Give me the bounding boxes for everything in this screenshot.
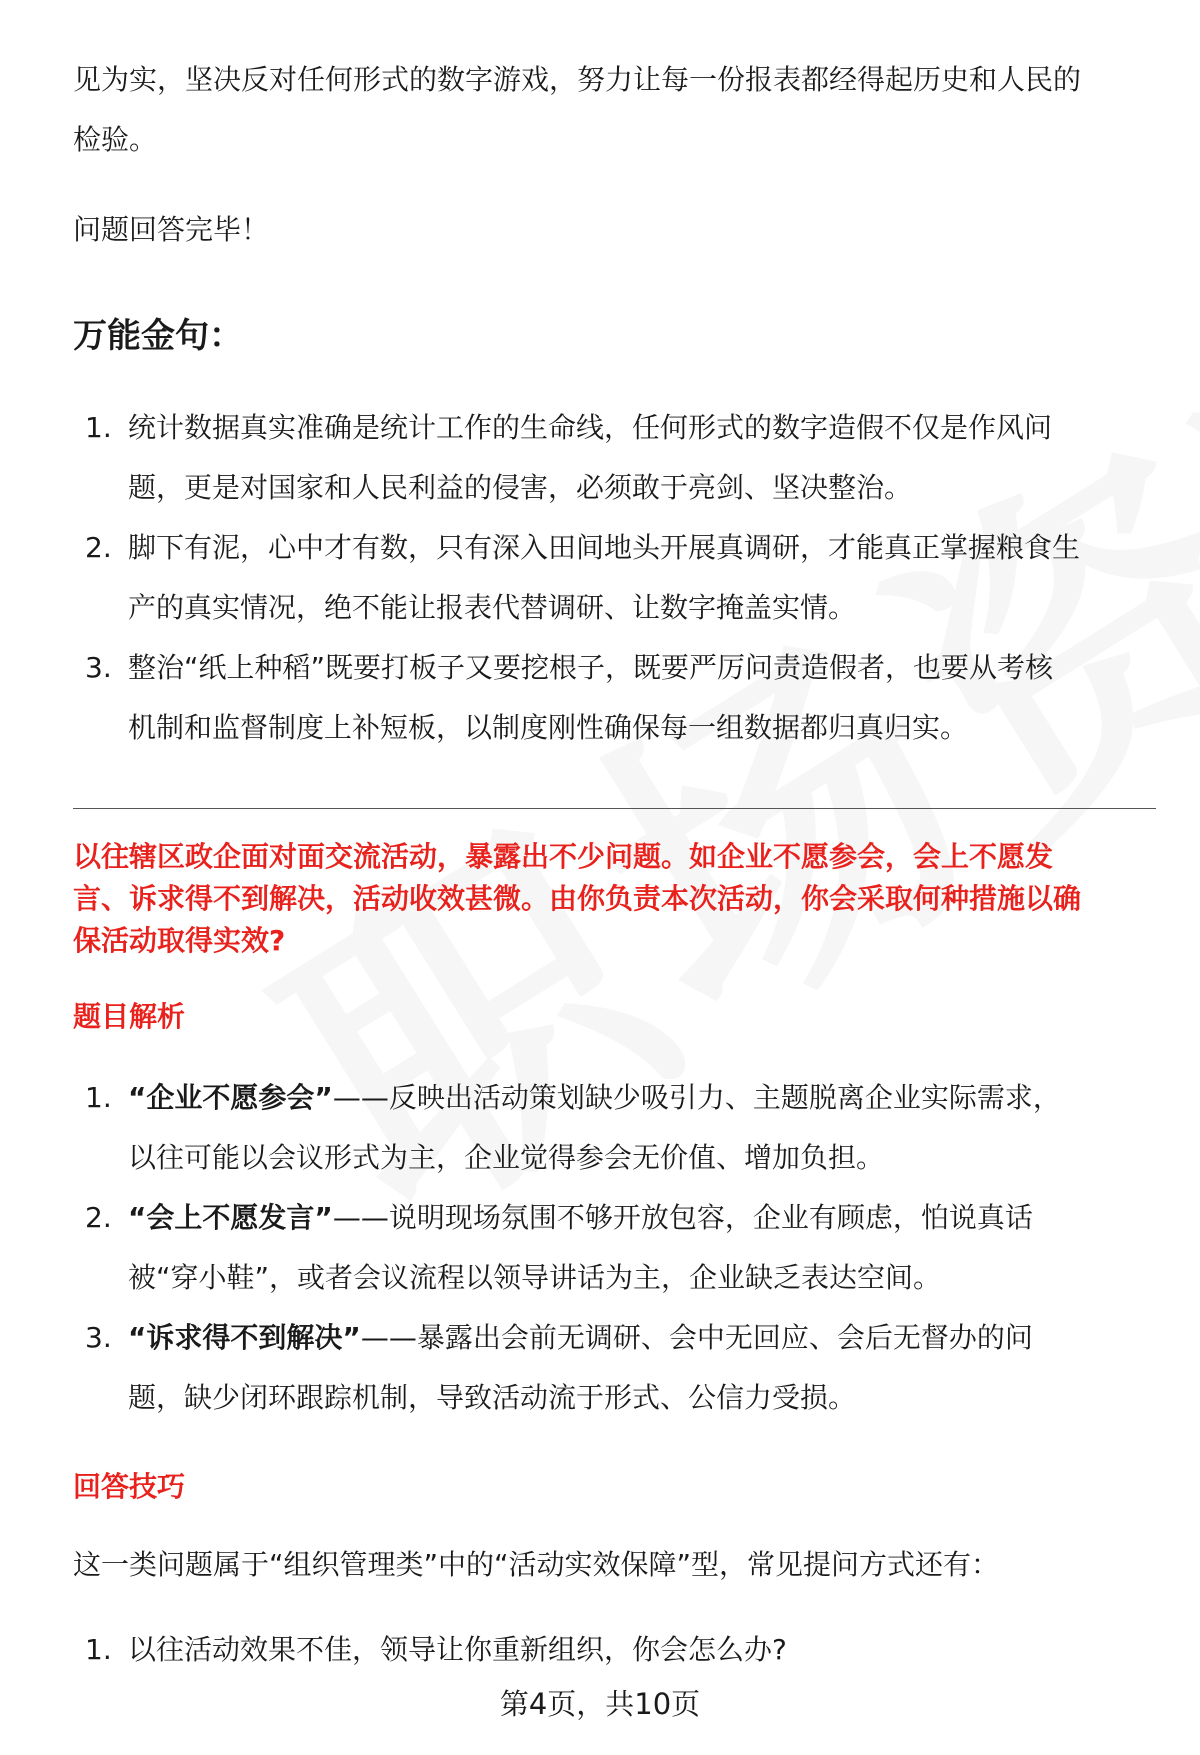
list-item-line <box>128 1068 1163 1128</box>
list-item <box>73 398 1163 518</box>
question-line-1: 以往辖区政企面对面交流活动，暴露出不少问题。如企业不愿参会，会上不愿发 <box>73 840 1054 873</box>
list-number: 2. <box>85 1201 112 1234</box>
list-number: 3. <box>85 1321 112 1354</box>
tips-text: 这一类问题属于“组织管理类”中的“活动实效保障”型，常见提问方式还有： <box>73 1548 1000 1581</box>
list-number: 1. <box>85 411 112 444</box>
list-item-text: ——说明现场氛围不够开放包容，企业有顾虑，怕说真话 <box>332 1201 1033 1234</box>
list-item <box>73 1308 1163 1428</box>
list-number: 1. <box>85 1633 112 1666</box>
list-item-line: 脚下有泥，心中才有数，只有深入田间地头开展真调研，才能真正掌握粮食生 <box>128 531 1081 564</box>
tips-list <box>73 1620 1163 1680</box>
list-item-line: 以往可能以会议形式为主，企业觉得参会无价值、增加负担。 <box>128 1141 885 1174</box>
intro-line-2: 检验。 <box>73 123 158 156</box>
golden-list <box>73 398 1163 758</box>
list-item <box>73 518 1163 638</box>
section-divider <box>73 808 1156 809</box>
list-item-line: 产的真实情况，绝不能让报表代替调研、让数字掩盖实情。 <box>128 591 857 624</box>
key-phrase: “企业不愿参会” <box>128 1081 333 1114</box>
list-item <box>73 638 1163 758</box>
question-text <box>73 836 1153 962</box>
list-item-line: 统计数据真实准确是统计工作的生命线，任何形式的数字造假不仅是作风问 <box>128 411 1053 444</box>
list-item-line: 被“穿小鞋”，或者会议流程以领导讲话为主，企业缺乏表达空间。 <box>128 1261 942 1294</box>
closing-text: 问题回答完毕！ <box>73 213 270 246</box>
list-item-line: 机制和监督制度上补短板，以制度刚性确保每一组数据都归真归实。 <box>128 711 969 744</box>
question-line-2: 言、诉求得不到解决，活动收效甚微。由你负责本次活动，你会采取何种措施以确 <box>73 882 1082 915</box>
list-item <box>73 1068 1163 1188</box>
key-phrase: “诉求得不到解决” <box>128 1321 361 1354</box>
analysis-heading: 题目解析 <box>73 1000 186 1033</box>
key-phrase: “会上不愿发言” <box>128 1201 333 1234</box>
list-item-line: 题，更是对国家和人民利益的侵害，必须敢于亮剑、坚决整治。 <box>128 471 913 504</box>
list-item <box>73 1188 1163 1308</box>
list-item-text: ——暴露出会前无调研、会中无回应、会后无督办的问 <box>360 1321 1033 1354</box>
list-number: 3. <box>85 651 112 684</box>
golden-heading: 万能金句： <box>73 316 243 356</box>
page-footer: 第4页，共10页 <box>499 1687 701 1721</box>
list-item-line <box>128 1188 1163 1248</box>
analysis-list <box>73 1068 1163 1428</box>
list-number: 1. <box>85 1081 112 1114</box>
list-item-text: ——反映出活动策划缺少吸引力、主题脱离企业实际需求， <box>332 1081 1061 1114</box>
intro-paragraph <box>73 50 1153 170</box>
question-line-3: 保活动取得实效? <box>73 924 286 957</box>
intro-line-1: 见为实，坚决反对任何形式的数字游戏，努力让每一份报表都经得起历史和人民的 <box>73 63 1082 96</box>
list-item <box>73 1620 1163 1680</box>
list-number: 2. <box>85 531 112 564</box>
list-item-line: 以往活动效果不佳，领导让你重新组织，你会怎么办? <box>128 1633 787 1666</box>
list-item-line: 题，缺少闭环跟踪机制，导致活动流于形式、公信力受损。 <box>128 1381 857 1414</box>
tips-heading: 回答技巧 <box>73 1470 186 1503</box>
list-item-line: 整治“纸上种稻”既要打板子又要挖根子，既要严厉问责造假者，也要从考核 <box>128 651 1054 684</box>
list-item-line <box>128 1308 1163 1368</box>
